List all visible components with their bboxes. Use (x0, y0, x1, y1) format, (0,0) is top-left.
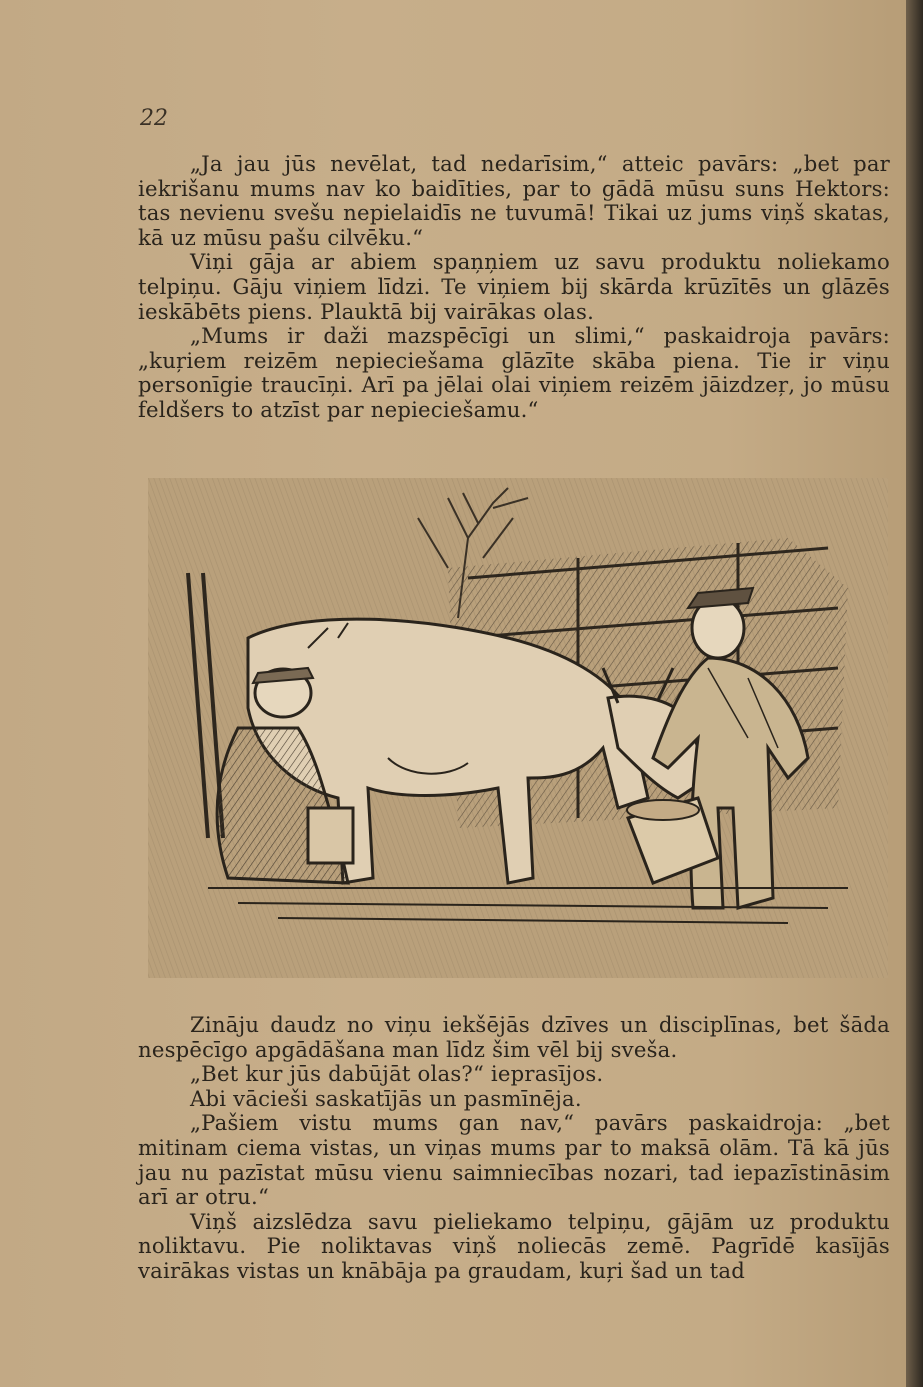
paragraph: Viņi gāja ar abiem spaņņiem uz savu produktu noliekamo telpiņu. Gāju viņiem līdzi. Te viņiem bij skārda krūzītēs un glāzēs ieskābēts piens. Plauktā bij vairākas olas. (138, 249, 890, 324)
cow-milking-drawing (148, 478, 888, 978)
paragraph: Abi vācieši saskatījās un pasmīnēja. (190, 1085, 582, 1111)
paragraph: Viņš aizslēdza savu pieliekamo telpiņu, gājām uz produktu noliktavu. Pie noliktavas viņš noliecās zemē. Pagrīdē kasījās vairākas vistas un knābāja pa graudam, kuŗi šad un tad (138, 1208, 890, 1283)
paragraph: „Mums ir daži mazspēcīgi un slimi,“ paskaidroja pavārs: „kuŗiem reizēm nepieciešama glāzīte skāba piena. Tie ir viņu personīgie traucīņi. Arī pa jēlai olai viņiem reizēm jāizdzeŗ, jo mūsu feldšers to atzīst par nepieciešamu.“ (138, 323, 890, 422)
book-spine-edge (906, 0, 923, 1387)
paragraph: „Ja jau jūs nevēlat, tad nedarīsim,“ atteic pavārs: „bet par iekrišanu mums nav ko baidīties, par to gādā mūsu suns Hektors: tas nevienu svešu nepielaidīs ne tuvumā! Tikai uz jums viņš skatas, kā uz mūsu pašu cilvēku.“ (138, 151, 890, 250)
paragraph: Zināju daudz no viņu iekšējās dzīves un disciplīnas, bet šāda nespēcīgo apgādāšana man līdz šim vēl bij sveša. (138, 1012, 890, 1062)
paragraph: „Pašiem vistu mums gan nav,“ pavārs paskaidroja: „bet mitinam ciema vistas, un viņas mums par to maksā olām. Tā kā jūs jau nu pazīstat mūsu vienu saimniecības nozari, tad iepazīstināsim arī ar otru.“ (138, 1110, 890, 1210)
paragraph: „Bet kur jūs dabūjāt olas?“ ieprasījos. (190, 1061, 604, 1087)
text-block-bottom (138, 1013, 890, 1284)
illustration-milking-cow (148, 478, 888, 978)
text-block-top (138, 152, 890, 423)
page-number: 22 (140, 106, 168, 131)
